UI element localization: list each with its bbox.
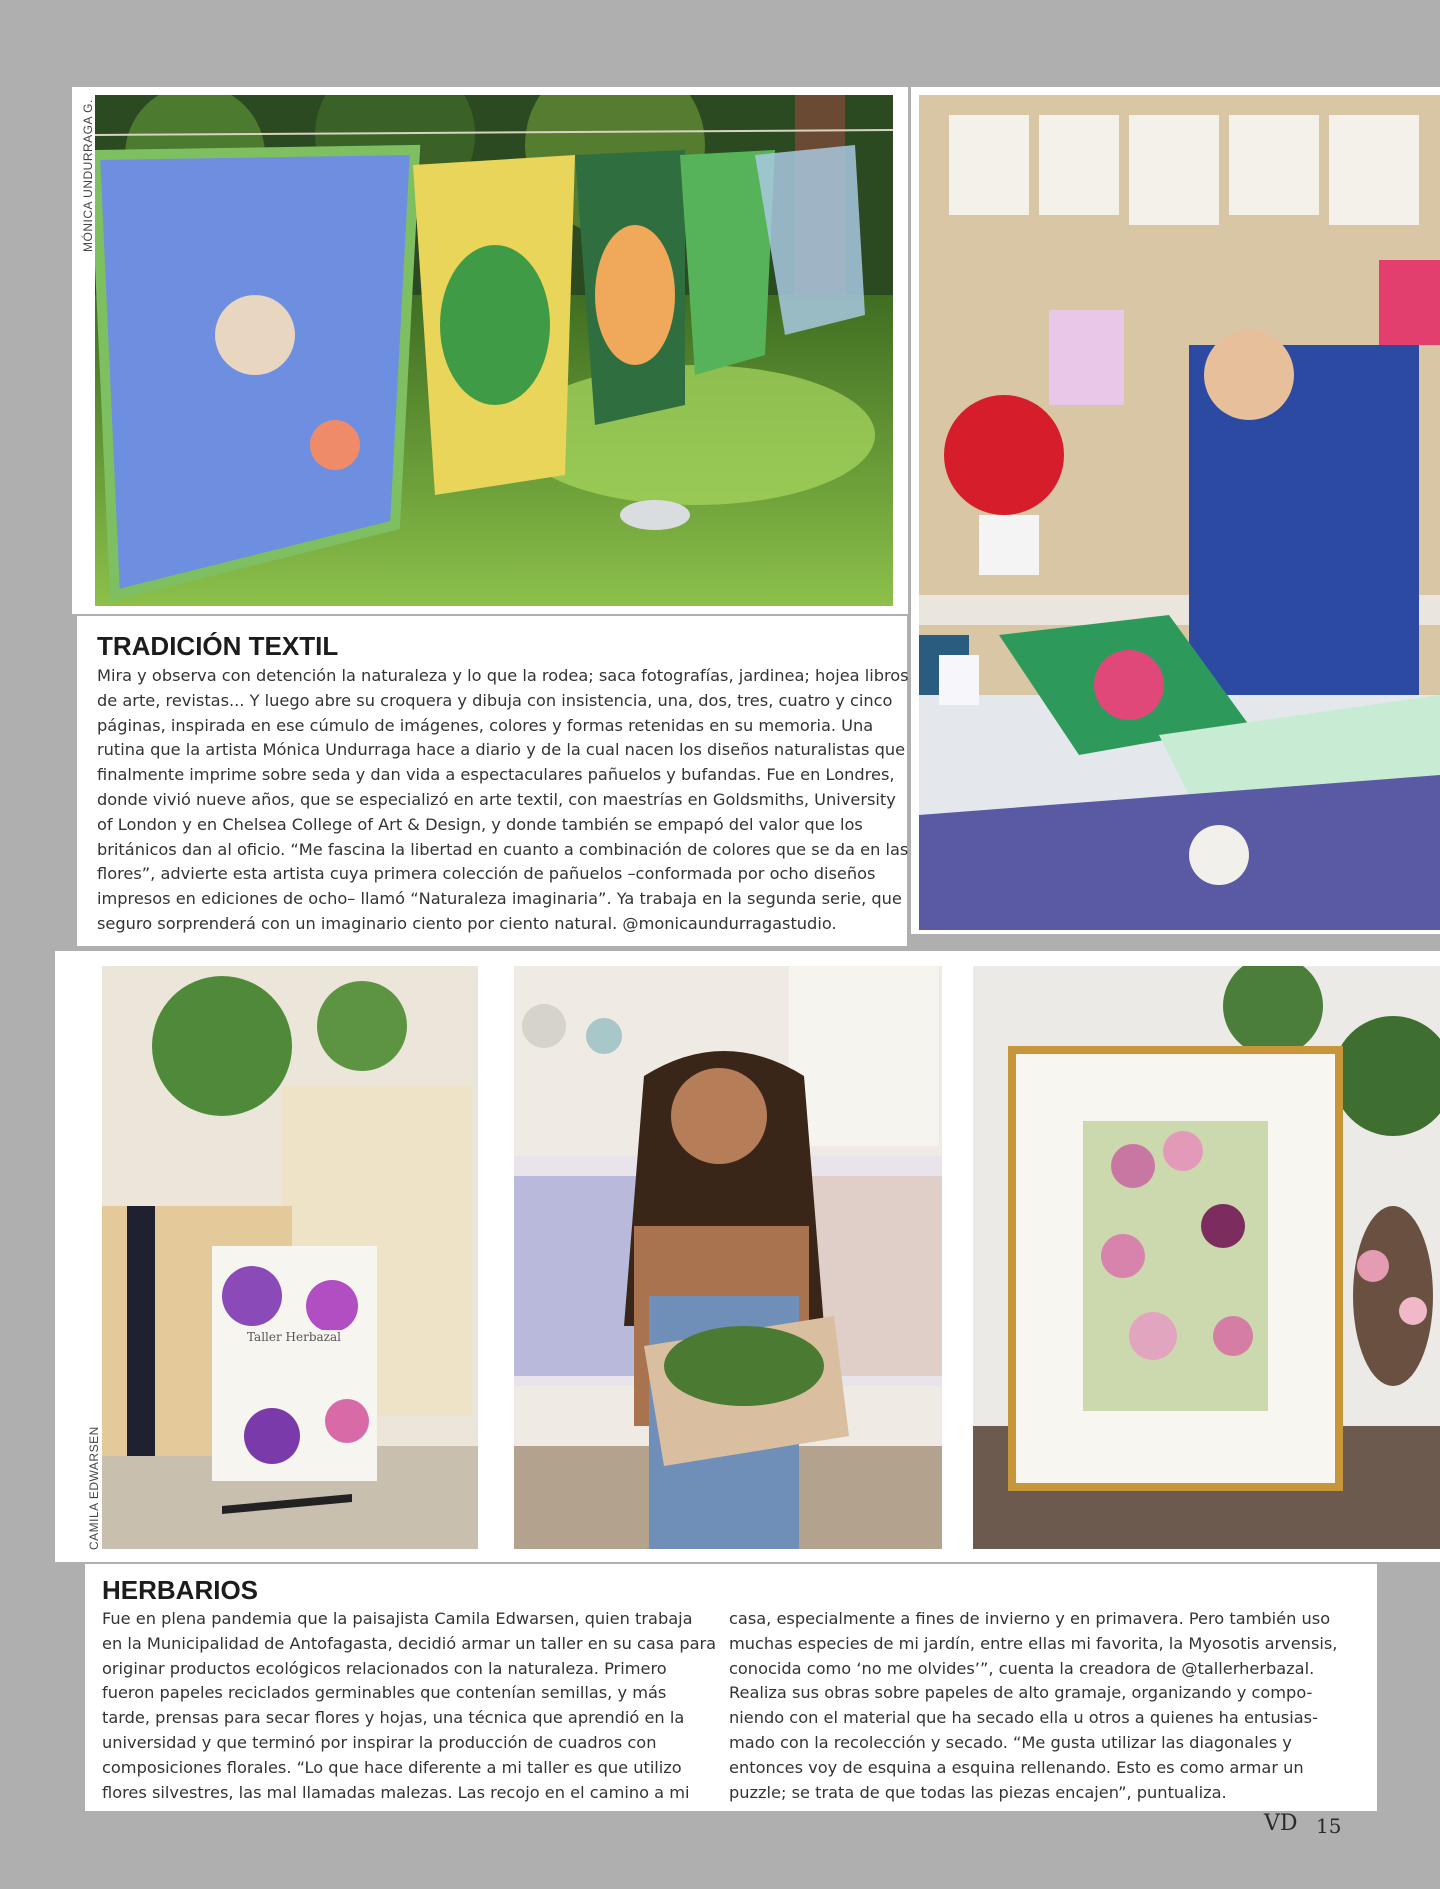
text-line: donde vivió nueve años, que se especializó en arte textil, con maestrías en Goldsmiths, University bbox=[97, 789, 896, 809]
text-line: muchas especies de mi jardín, entre ellas mi favorita, la Myosotis arvensis, bbox=[729, 1633, 1338, 1653]
text-line: niendo con el material que ha secado ella u otros a quienes ha entusias- bbox=[729, 1708, 1318, 1728]
text-line: finalmente imprime sobre seda y dan vida a espectaculares pañuelos y bufandas. Fue en Londres, bbox=[97, 765, 895, 785]
text-line: mado con la recolección y secado. “Me gusta utilizar las diagonales y bbox=[729, 1732, 1292, 1752]
section-body-tradicion-textil bbox=[97, 664, 909, 937]
text-line: de arte, revistas... Y luego abre su croquera y dibuja con insistencia, una, dos, tres, cuatro y cinco bbox=[97, 690, 893, 710]
text-line: Mira y observa con detención la naturaleza y lo que la rodea; saca fotografías, jardinea; hojea libros bbox=[97, 666, 909, 685]
product-label: Taller Herbazal bbox=[224, 1330, 364, 1344]
section-body-herbarios-col2 bbox=[729, 1607, 1337, 1805]
photo-credit-bottom: CAMILA EDWARSEN bbox=[87, 1426, 101, 1550]
text-line: tarde, prensas para secar flores y hojas, una técnica que aprendió en la bbox=[102, 1708, 685, 1728]
herbazal-products-photo bbox=[102, 966, 478, 1549]
studio-photo bbox=[919, 95, 1440, 930]
section-title-herbarios: HERBARIOS bbox=[102, 1575, 259, 1605]
text-line: rutina que la artista Mónica Undurraga hace a diario y de la cual nacen los diseños naturalistas que bbox=[97, 740, 906, 760]
text-line: casa, especialmente a fines de invierno y en primavera. Pero también uso bbox=[729, 1609, 1331, 1628]
text-line: entonces voy de esquina a esquina rellenando. Esto es como armar un bbox=[729, 1757, 1304, 1777]
page-number: 15 bbox=[1316, 1814, 1342, 1838]
photo-credit-top: MÓNICA UNDURRAGA G. bbox=[81, 99, 95, 252]
text-line: of London y en Chelsea College of Art & Design, y donde también se empapó del valor que los bbox=[97, 814, 863, 834]
text-line: flores silvestres, las mal llamadas malezas. Las recojo en el camino a mi bbox=[102, 1782, 690, 1802]
pressed-flowers-photo bbox=[973, 966, 1440, 1549]
text-line: en la Municipalidad de Antofagasta, decidió armar un taller en su casa para bbox=[102, 1633, 717, 1653]
text-line: británicos dan al oficio. “Me fascina la libertad en cuanto a combinación de colores que se da en las bbox=[97, 839, 909, 859]
text-line: universidad y que terminó por inspirar la producción de cuadros con bbox=[102, 1732, 657, 1752]
text-line: seguro sorprenderá con un imaginario ciento por ciento natural. @monicaundurragastudio. bbox=[97, 913, 837, 933]
text-line: puzzle; se trata de que todas las piezas encajen”, puntualiza. bbox=[729, 1782, 1227, 1802]
text-line: Realiza sus obras sobre papeles de alto gramaje, organizando y compo- bbox=[729, 1683, 1313, 1703]
scarves-photo bbox=[95, 95, 893, 606]
text-line: flores”, advierte esta artista cuya primera colección de pañuelos –conformada por ocho diseños bbox=[97, 864, 876, 884]
text-line: Fue en plena pandemia que la paisajista Camila Edwarsen, quien trabaja bbox=[102, 1609, 693, 1628]
section-title-tradicion-textil: TRADICIÓN TEXTIL bbox=[97, 631, 339, 661]
text-line: páginas, inspirada en ese cúmulo de imágenes, colores y formas retenidas en su memoria. Una bbox=[97, 715, 874, 735]
text-line: originar productos ecológicos relacionados con la naturaleza. Primero bbox=[102, 1658, 667, 1678]
text-line: conocida como ‘no me olvides’”, cuenta la creadora de @tallerherbazal. bbox=[729, 1658, 1315, 1678]
text-line: fueron papeles reciclados germinables que contenían semillas, y más bbox=[102, 1683, 667, 1703]
text-line: composiciones florales. “Lo que hace diferente a mi taller es que utilizo bbox=[102, 1757, 682, 1777]
magazine-logo: VD bbox=[1264, 1811, 1298, 1836]
section-body-herbarios-col1 bbox=[102, 1607, 716, 1805]
woman-plants-photo bbox=[514, 966, 942, 1549]
text-line: impresos en ediciones de ocho– llamó “Naturaleza imaginaria”. Ya trabaja en la segunda serie, que bbox=[97, 889, 902, 909]
